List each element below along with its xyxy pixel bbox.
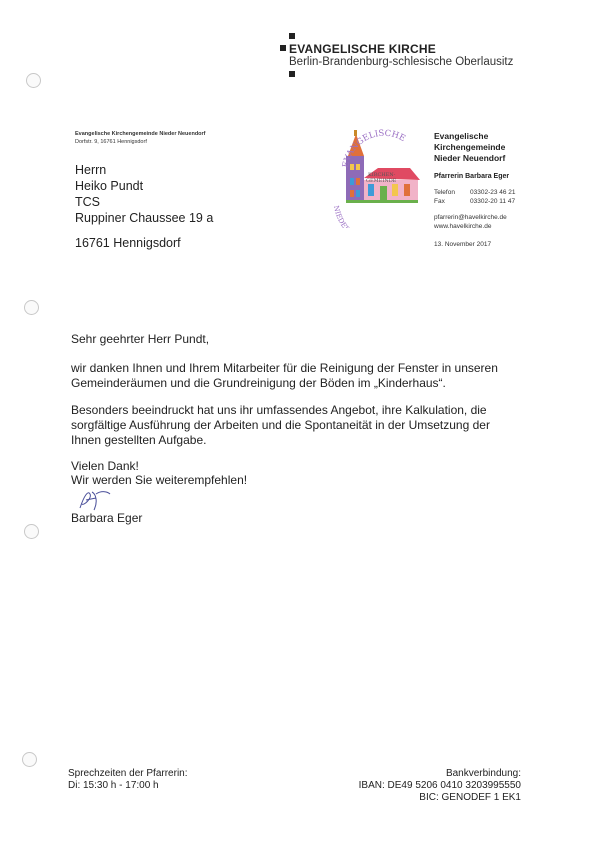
sidebar-org-line1: Evangelische <box>434 131 489 141</box>
sender-name: Evangelische Kirchengemeinde Nieder Neuendorf <box>75 131 206 137</box>
paragraph1-line1: wir danken Ihnen und Ihrem Mitarbeiter für die Reinigung der Fenster in unseren <box>71 361 498 375</box>
closing-recommend: Wir werden Sie weiterempfehlen! <box>71 473 248 487</box>
email-link[interactable]: pfarrerin@havelkirche.de <box>434 214 507 221</box>
sidebar-org-line2: Kirchengemeinde <box>434 142 506 152</box>
sidebar-org-line3: Nieder Neuendorf <box>434 153 506 163</box>
office-hours-value: Di: 15:30 h - 17:00 h <box>68 780 159 791</box>
brand-square-bottom <box>289 71 295 77</box>
sender-address: Dorfstr. 9, 16761 Hennigsdorf <box>75 139 147 145</box>
phone-label: Telefon <box>434 189 455 196</box>
paragraph1-line2: Gemeinderäumen und die Grundreinigung der Böden im „Kinderhaus“. <box>71 376 446 390</box>
church-name: EVANGELISCHE KIRCHE <box>289 42 436 56</box>
bank-iban: IBAN: DE49 5206 0410 3203995550 <box>358 780 521 791</box>
phone-value: 03302-23 46 21 <box>470 189 516 196</box>
church-logo <box>328 128 428 228</box>
greeting: Sehr geehrter Herr Pundt, <box>71 332 210 346</box>
logo-top-text: EVANGELISCHE <box>340 128 407 169</box>
signature-name: Barbara Eger <box>71 511 143 525</box>
letter-date: 13. November 2017 <box>434 241 492 248</box>
website-link[interactable]: www.havelkirche.de <box>434 223 492 230</box>
paragraph2-line2: sorgfältige Ausführung der Arbeiten und die Spontaneität in der Umsetzung der <box>71 418 490 432</box>
church-region: Berlin-Brandenburg-schlesische Oberlausitz <box>289 56 514 68</box>
paragraph2-line1: Besonders beeindruckt hat uns ihr umfassendes Angebot, ihre Kalkulation, die <box>71 403 487 417</box>
brand-square-left <box>280 45 286 51</box>
sidebar-pastor: Pfarrerin Barbara Eger <box>434 173 510 180</box>
office-hours-label: Sprechzeiten der Pfarrerin: <box>68 768 188 779</box>
fax-label: Fax <box>434 198 445 205</box>
brand-square-top <box>289 33 295 39</box>
church-illustration-icon <box>328 128 428 228</box>
logo-middle-text-2: GEMEINDE <box>366 178 397 184</box>
recipient-city: 16761 Hennigsdorf <box>75 236 181 250</box>
punch-hole-middle <box>24 300 39 315</box>
svg-text:NIEDER NEUENDORF <box>332 205 396 228</box>
punch-hole-lower <box>24 524 39 539</box>
paragraph2-line3: Ihnen gestellten Aufgabe. <box>71 433 207 447</box>
recipient-name: Heiko Pundt <box>75 179 144 193</box>
fax-value: 03302-20 11 47 <box>470 198 516 205</box>
recipient-company: TCS <box>75 195 100 209</box>
punch-hole-bottom <box>22 752 37 767</box>
bank-bic: BIC: GENODEF 1 EK1 <box>419 792 521 803</box>
recipient-salutation: Herrn <box>75 163 107 177</box>
logo-bottom-text: NIEDE <box>331 204 349 228</box>
punch-hole-top <box>26 73 41 88</box>
logo-middle-text-1: KIRCHEN- <box>368 172 396 178</box>
bank-label: Bankverbindung: <box>445 768 521 779</box>
recipient-street: Ruppiner Chaussee 19 a <box>75 211 214 225</box>
handwritten-signature <box>74 488 114 512</box>
closing-thanks: Vielen Dank! <box>71 459 139 473</box>
